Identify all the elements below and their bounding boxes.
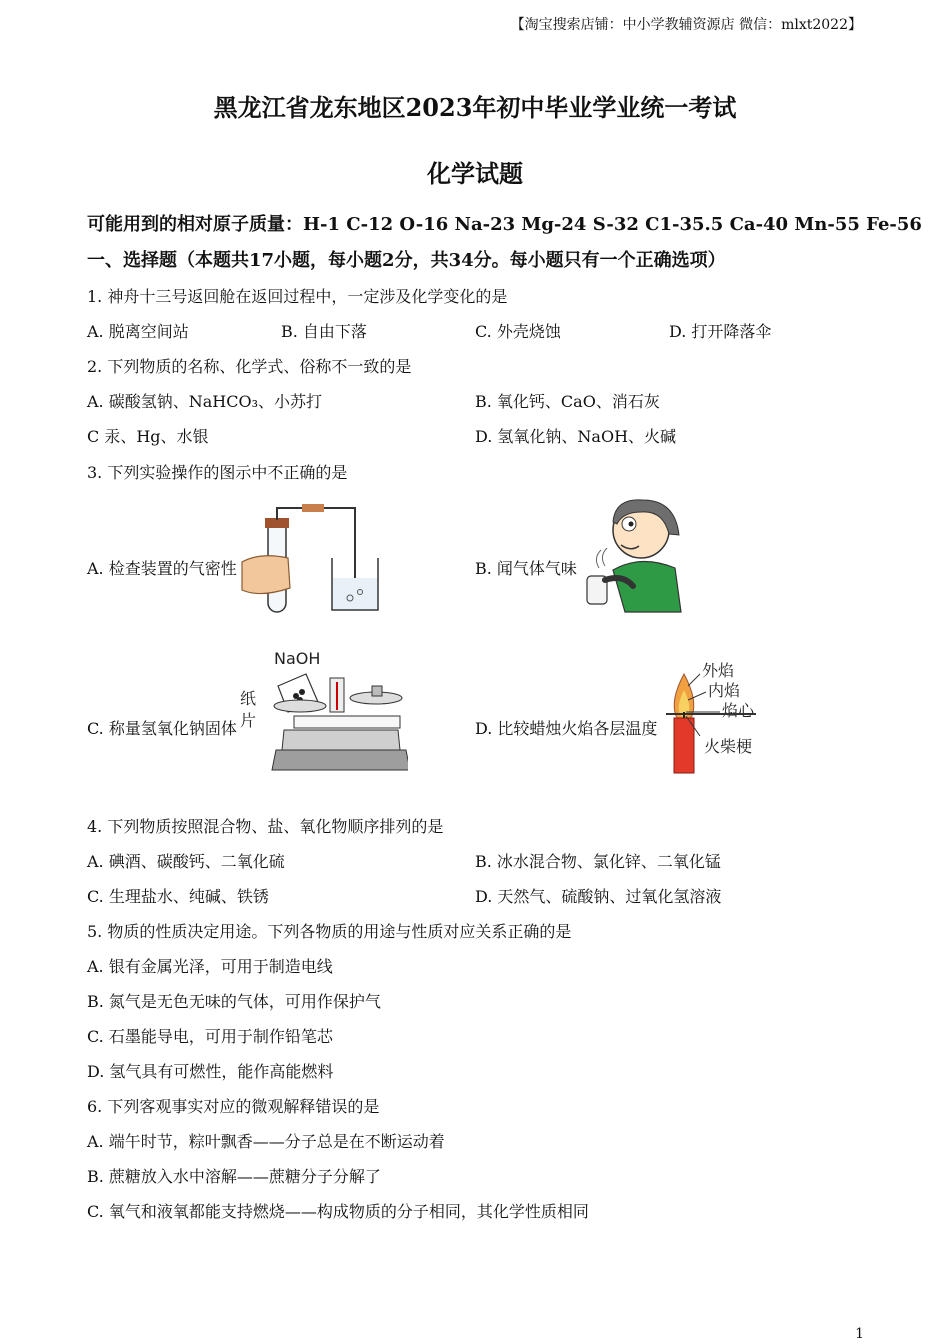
question-4-option-d: D. 天然气、硫酸钠、过氧化氢溶液 — [475, 887, 722, 906]
question-2-option-a: A. 碳酸氢钠、NaHCO₃、小苏打 — [87, 392, 322, 411]
balance-body — [282, 730, 400, 750]
question-2-option-d: D. 氢氧化钠、NaOH、火碱 — [475, 427, 677, 446]
question-6-option-b: B. 蔗糖放入水中溶解——蔗糖分子分解了 — [87, 1167, 381, 1186]
section-heading: 一、选择题（本题共17小题，每小题2分，共34分。每小题只有一个正确选项） — [87, 250, 726, 271]
rubber-joint — [302, 504, 324, 512]
question-5-option-b: B. 氮气是无色无味的气体，可用作保护气 — [87, 992, 381, 1011]
question-4-option-c: C. 生理盐水、纯碱、铁锈 — [87, 887, 269, 906]
question-1-option-c: C. 外壳烧蚀 — [475, 322, 561, 341]
question-2-option-c: C 汞、Hg、水银 — [87, 427, 209, 446]
question-3-option-b: B. 闻气体气味 — [475, 559, 577, 578]
paper-label-2: 片 — [240, 711, 257, 730]
outer-flame-label: 外焰 — [702, 661, 735, 680]
shirt — [613, 561, 681, 612]
question-3-option-a: A. 检查装置的气密性 — [87, 559, 237, 578]
question-2-stem: 2. 下列物质的名称、化学式、俗称不一致的是 — [87, 357, 412, 376]
question-1-option-a: A. 脱离空间站 — [87, 322, 189, 341]
atomic-masses: 可能用到的相对原子质量：H-1 C-12 O-16 Na-23 Mg-24 S-32 C1-35.5 Ca-40 Mn-55 Fe-56 — [87, 214, 922, 235]
page-number: 1 — [855, 1326, 864, 1342]
matchstick-label: 火柴梗 — [704, 737, 753, 756]
question-1-option-d: D. 打开降落伞 — [669, 322, 772, 341]
question-1-option-b: B. 自由下落 — [281, 322, 367, 341]
page-subtitle: 化学试题 — [427, 159, 523, 188]
vapor-lines — [596, 548, 607, 568]
question-4-option-a: A. 碘酒、碳酸钙、二氧化硫 — [87, 852, 285, 871]
candle-flame-figure — [660, 656, 770, 778]
question-4-option-b: B. 冰水混合物、氯化锌、二氧化锰 — [475, 852, 721, 871]
left-pan — [274, 700, 326, 712]
question-3-stem: 3. 下列实验操作的图示中不正确的是 — [87, 463, 348, 482]
weighing-naoh-figure — [238, 646, 408, 776]
question-1-stem: 1. 神舟十三号返回舱在返回过程中，一定涉及化学变化的是 — [87, 287, 508, 306]
question-3-option-d: D. 比较蜡烛火焰各层温度 — [475, 719, 658, 738]
question-6-option-a: A. 端午时节，粽叶飘香——分子总是在不断运动着 — [87, 1132, 445, 1151]
beaker-water — [333, 578, 377, 609]
question-3-option-c: C. 称量氢氧化钠固体 — [87, 719, 237, 738]
weight — [372, 686, 382, 696]
smelling-gas-figure — [583, 490, 693, 615]
candle-body — [674, 718, 694, 773]
naoh-label: NaOH — [274, 649, 321, 668]
question-6-option-c: C. 氧气和液氧都能支持燃烧——构成物质的分子相同，其化学性质相同 — [87, 1202, 589, 1221]
question-4-stem: 4. 下列物质按照混合物、盐、氧化物顺序排列的是 — [87, 817, 444, 836]
question-2-option-b: B. 氧化钙、CaO、消石灰 — [475, 392, 660, 411]
hand-icon — [242, 556, 290, 594]
flame-core-label: 焰心 — [722, 701, 755, 720]
question-5-stem: 5. 物质的性质决定用途。下列各物质的用途与性质对应关系正确的是 — [87, 922, 572, 941]
page-title: 黑龙江省龙东地区2023年初中毕业学业统一考试 — [213, 93, 737, 122]
question-5-option-c: C. 石墨能导电，可用于制作铅笔芯 — [87, 1027, 333, 1046]
inner-flame-label: 内焰 — [708, 681, 741, 700]
ruler — [294, 716, 400, 728]
question-5-option-d: D. 氢气具有可燃性，能作高能燃料 — [87, 1062, 334, 1081]
airtightness-check-figure — [240, 500, 385, 618]
question-6-stem: 6. 下列客观事实对应的微观解释错误的是 — [87, 1097, 380, 1116]
question-5-option-a: A. 银有金属光泽，可用于制造电线 — [87, 957, 333, 976]
balance-base — [272, 750, 408, 770]
paper-label-1: 纸 — [240, 689, 257, 708]
header-note: 【淘宝搜索店铺：中小学教辅资源店 微信：mlxt2022】 — [510, 17, 862, 33]
